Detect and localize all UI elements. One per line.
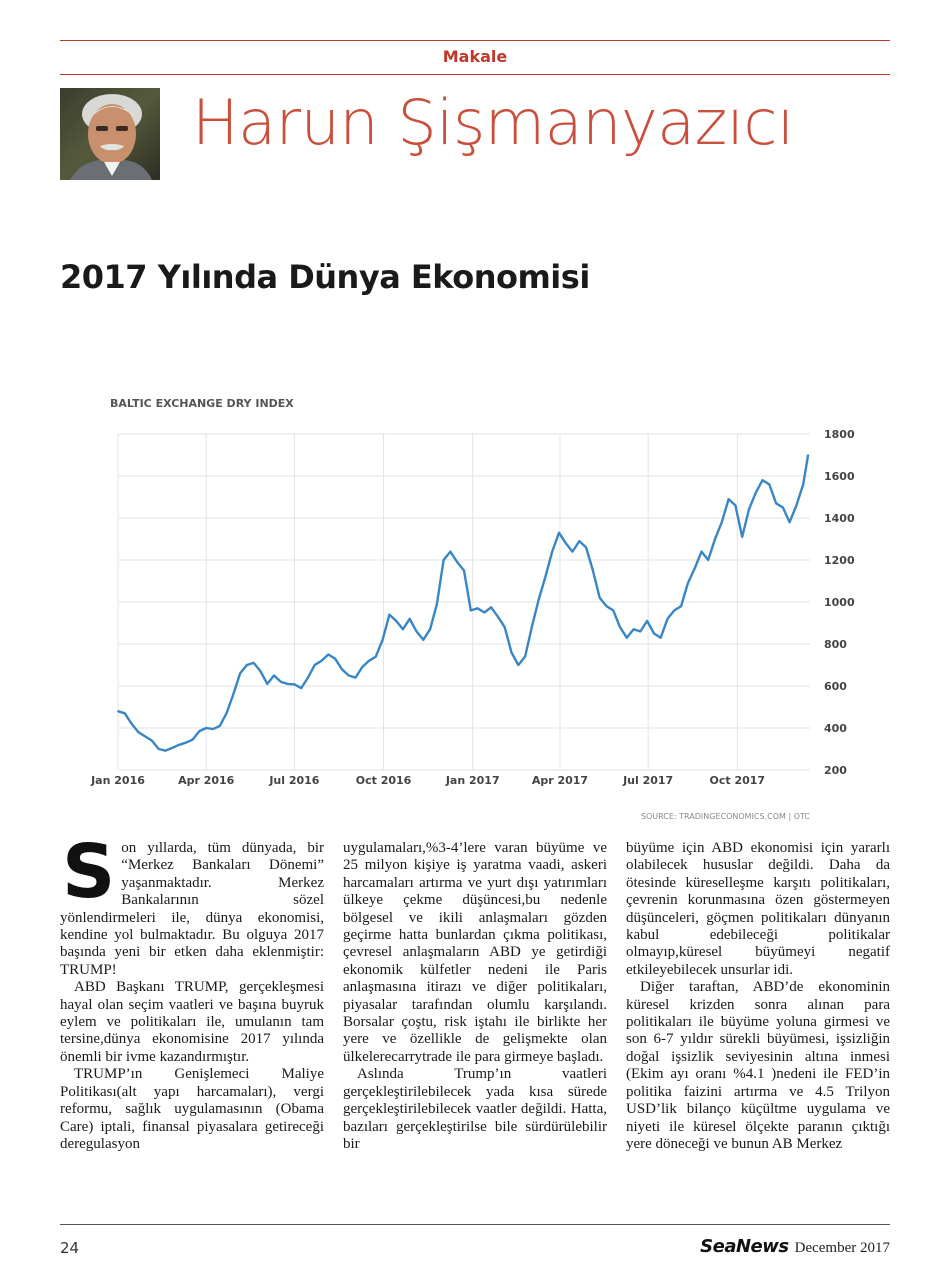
y-tick-label: 1400 bbox=[824, 512, 855, 525]
footer-rule bbox=[60, 1224, 890, 1225]
chart-svg bbox=[86, 388, 866, 828]
data-point bbox=[409, 618, 411, 620]
y-tick-label: 1000 bbox=[824, 596, 855, 609]
article-column-2 bbox=[343, 840, 607, 1205]
data-point bbox=[578, 540, 580, 542]
x-tick-label: Jul 2017 bbox=[623, 774, 674, 787]
data-point bbox=[599, 597, 601, 599]
data-point bbox=[321, 660, 323, 662]
data-point bbox=[497, 616, 499, 618]
data-point bbox=[334, 658, 336, 660]
article-paragraph: uygulamaları,%3-4’lere varan büyüme ve 25 milyon kişiye iş yaratma vaadi, askeri harcamaları artırma ve yurt dışı yatırımları ülkeye çekme düşüncesi,bu nedenle bölgesel ve ikili anlaşmaları gözden geçirme hatta bunlardan çıkma politikası, çevresel anlaşmaların ABD ye getirdiği ekonomik külfetler nedeni ile Paris anlaşmasına itirazı ve diğer politikaları, piyasalar tarafından olumlu karşılandı. Borsalar çoştu, risk iştahı ile birlikte her yere ve özellikle de gelişmekte olan ülkelerecarrytrade ile para girmeye başladı. bbox=[343, 840, 607, 1065]
data-point bbox=[232, 694, 234, 696]
data-point bbox=[755, 492, 757, 494]
section-label: Makale bbox=[442, 47, 508, 66]
data-point bbox=[612, 610, 614, 612]
data-point bbox=[762, 479, 764, 481]
data-point bbox=[606, 605, 608, 607]
data-point bbox=[355, 677, 357, 679]
data-point bbox=[558, 532, 560, 534]
x-tick-label: Apr 2016 bbox=[178, 774, 235, 787]
data-point bbox=[171, 747, 173, 749]
y-tick-label: 200 bbox=[824, 764, 847, 777]
article-paragraph: TRUMP’ın Genişlemeci Maliye Politikası(alt yapı harcamaları), vergi reformu, sağlık uygulamasının (Obama Care) iptali, finansal piyasalara getireceği deregulasyon bbox=[60, 1066, 324, 1152]
data-point bbox=[239, 673, 241, 675]
data-point bbox=[212, 728, 214, 730]
data-point bbox=[490, 606, 492, 608]
chart-title: BALTIC EXCHANGE DRY INDEX bbox=[110, 397, 294, 410]
article-paragraph: Diğer taraftan, ABD’de ekonominin küresel krizden sonra alınan para politikaları ile büyüme yoluna girmesi ve son 6-7 yıldır sürekli büyümesi, işsizliğin doğal işsizlik seviyesinin altına inmesi (Ekim ayı oranı %4.1 )nedeni ile FED’in politika faizini artırma ve 4.5 Trilyon USD’lik bilanço küçültme uygulama ve niyeti ile küresel ölçekte paranın çıktığı yere döneceği ve bunun AB Merkez bbox=[626, 979, 890, 1152]
x-tick-label: Jan 2016 bbox=[91, 774, 145, 787]
data-point bbox=[280, 681, 282, 683]
series-points bbox=[117, 454, 809, 751]
x-tick-label: Oct 2017 bbox=[709, 774, 766, 787]
top-rule bbox=[60, 40, 890, 41]
data-point bbox=[327, 654, 329, 656]
y-tick-label: 800 bbox=[824, 638, 847, 651]
data-point bbox=[565, 542, 567, 544]
data-point bbox=[694, 568, 696, 570]
data-point bbox=[789, 521, 791, 523]
data-point bbox=[735, 505, 737, 507]
data-point bbox=[341, 668, 343, 670]
author-name: Harun Şişmanyazıcı bbox=[192, 86, 794, 159]
y-tick-label: 600 bbox=[824, 680, 847, 693]
data-point bbox=[802, 484, 804, 486]
data-point bbox=[307, 677, 309, 679]
y-tick-label: 1800 bbox=[824, 428, 855, 441]
data-point bbox=[619, 626, 621, 628]
data-point bbox=[395, 620, 397, 622]
data-point bbox=[680, 605, 682, 607]
data-point bbox=[728, 498, 730, 500]
data-point bbox=[226, 712, 228, 714]
data-point bbox=[294, 683, 296, 685]
article-paragraph: Son yıllarda, tüm dünyada, bir “Merkez Bankaları Dönemi” yaşanmaktadır. Merkez Bankalarının sözel yönlendirmeleri ile, dünya ekonomisi, kendine yol bulmaktadır. Bu olguya 2017 başında yeni bir etken daha eklenmiştir: TRUMP! bbox=[60, 840, 324, 978]
data-point bbox=[653, 633, 655, 635]
article-body bbox=[60, 840, 890, 1205]
data-point bbox=[701, 551, 703, 553]
data-point bbox=[660, 637, 662, 639]
data-point bbox=[456, 561, 458, 563]
article-paragraph: büyüme için ABD ekonomisi için yararlı olabilecek hususlar değildi. Daha da ötesinde küreselleşme karşıtı politikaları, çevrenin korunmasına özen göstermeyen düşünceleri, göçmen politikaları dünyanın kabul edebileceği politikalar olmayıp,küresel büyümeyi negatif etkileyebilecek unsurlar idi. bbox=[626, 840, 890, 978]
x-tick-label: Apr 2017 bbox=[531, 774, 589, 787]
data-point bbox=[640, 631, 642, 633]
data-point bbox=[151, 740, 153, 742]
data-point bbox=[531, 626, 533, 628]
data-point bbox=[429, 628, 431, 630]
data-point bbox=[138, 731, 140, 733]
article-paragraph: ABD Başkanı TRUMP, gerçekleşmesi hayal olan seçim vaatleri ve başına buyruk eylem ve politikaları ile, umulanın tam tersine,dünya ekonomisine 2017 yılında önemli bir ivme kazandırmıştır. bbox=[60, 979, 324, 1065]
page-number: 24 bbox=[60, 1239, 80, 1257]
x-tick-label: Jan 2017 bbox=[445, 774, 500, 787]
data-point bbox=[219, 725, 221, 727]
data-point bbox=[287, 683, 289, 685]
data-point bbox=[470, 610, 472, 612]
data-point bbox=[117, 710, 119, 712]
brand-logo: SeaNews bbox=[700, 1236, 789, 1257]
section-rule bbox=[60, 74, 890, 75]
data-point bbox=[775, 502, 777, 504]
article-title: 2017 Yılında Dünya Ekonomisi bbox=[60, 258, 590, 296]
data-point bbox=[504, 626, 506, 628]
data-point bbox=[463, 570, 465, 572]
data-point bbox=[389, 614, 391, 616]
data-point bbox=[633, 628, 635, 630]
data-point bbox=[714, 538, 716, 540]
data-point bbox=[131, 723, 133, 725]
data-point bbox=[185, 742, 187, 744]
chart-source: SOURCE: TRADINGECONOMICS.COM | OTC bbox=[640, 812, 810, 821]
data-point bbox=[246, 664, 248, 666]
data-point bbox=[124, 712, 126, 714]
data-point bbox=[443, 559, 445, 561]
data-point bbox=[205, 727, 207, 729]
series-line bbox=[118, 455, 808, 751]
data-point bbox=[253, 662, 255, 664]
data-point bbox=[192, 739, 194, 741]
data-point bbox=[300, 687, 302, 689]
article-column-3 bbox=[626, 840, 890, 1205]
article-paragraph: Aslında Trump’ın vaatleri gerçekleştirilebilecek yada kısa sürede gerçekleştirilebilecek vaatler değildi. Hatta, bazıları gerçekleştirilse bile sürdürülebilir bir bbox=[343, 1066, 607, 1152]
x-axis-ticks bbox=[90, 774, 765, 787]
data-point bbox=[314, 664, 316, 666]
data-point bbox=[450, 551, 452, 553]
data-point bbox=[517, 664, 519, 666]
data-point bbox=[260, 670, 262, 672]
data-point bbox=[199, 730, 201, 732]
data-point bbox=[422, 639, 424, 641]
y-tick-label: 1200 bbox=[824, 554, 855, 567]
data-point bbox=[165, 750, 167, 752]
data-point bbox=[551, 551, 553, 553]
data-point bbox=[375, 656, 377, 658]
data-point bbox=[511, 652, 513, 654]
y-tick-label: 400 bbox=[824, 722, 847, 735]
data-point bbox=[782, 507, 784, 509]
issue-date: December 2017 bbox=[794, 1240, 890, 1256]
data-point bbox=[477, 607, 479, 609]
data-point bbox=[687, 582, 689, 584]
data-point bbox=[721, 521, 723, 523]
data-point bbox=[707, 559, 709, 561]
data-point bbox=[524, 656, 526, 658]
data-point bbox=[646, 620, 648, 622]
data-point bbox=[796, 505, 798, 507]
drop-cap: S bbox=[62, 840, 116, 915]
data-point bbox=[158, 748, 160, 750]
data-point bbox=[436, 603, 438, 605]
author-photo bbox=[60, 88, 160, 180]
data-point bbox=[484, 612, 486, 614]
article-column-1 bbox=[60, 840, 324, 1205]
data-point bbox=[667, 618, 669, 620]
data-point bbox=[807, 454, 809, 456]
chart bbox=[86, 388, 866, 828]
y-axis-ticks bbox=[824, 428, 855, 777]
data-point bbox=[768, 484, 770, 486]
data-point bbox=[402, 628, 404, 630]
data-point bbox=[626, 637, 628, 639]
data-point bbox=[741, 536, 743, 538]
data-point bbox=[361, 666, 363, 668]
data-point bbox=[144, 736, 146, 738]
data-point bbox=[748, 509, 750, 511]
data-point bbox=[416, 631, 418, 633]
data-point bbox=[368, 660, 370, 662]
footer-brand bbox=[700, 1236, 890, 1257]
data-point bbox=[592, 570, 594, 572]
x-tick-label: Jul 2016 bbox=[269, 774, 320, 787]
data-point bbox=[266, 683, 268, 685]
data-point bbox=[572, 551, 574, 553]
data-point bbox=[273, 675, 275, 677]
data-point bbox=[178, 744, 180, 746]
data-point bbox=[585, 547, 587, 549]
data-point bbox=[348, 675, 350, 677]
x-tick-label: Oct 2016 bbox=[355, 774, 412, 787]
data-point bbox=[382, 639, 384, 641]
y-tick-label: 1600 bbox=[824, 470, 855, 483]
data-point bbox=[538, 599, 540, 601]
data-point bbox=[545, 576, 547, 578]
data-point bbox=[673, 610, 675, 612]
